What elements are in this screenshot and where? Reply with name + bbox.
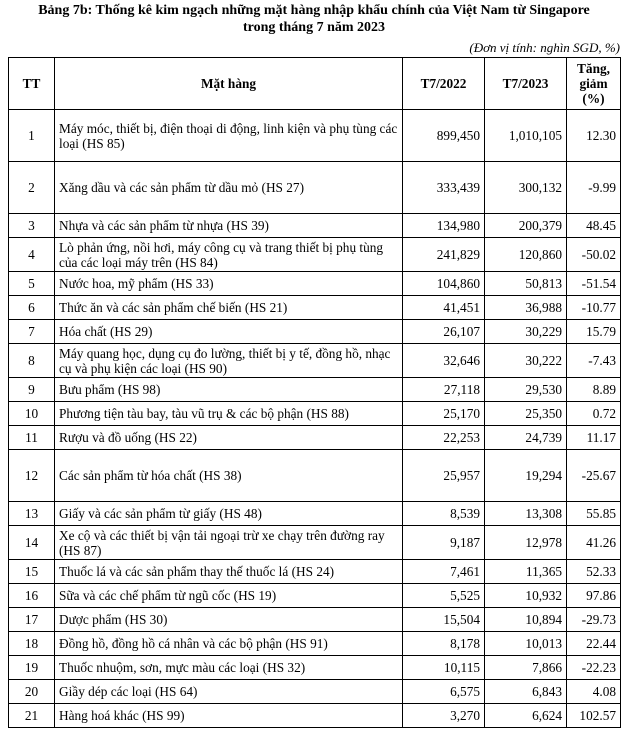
- header-t7-2023: T7/2023: [485, 58, 567, 110]
- cell-tt: 21: [9, 704, 55, 728]
- cell-t7-2022: 41,451: [403, 296, 485, 320]
- cell-t7-2022: 25,957: [403, 450, 485, 502]
- cell-tt: 13: [9, 502, 55, 526]
- cell-t7-2022: 25,170: [403, 402, 485, 426]
- cell-t7-2022: 6,575: [403, 680, 485, 704]
- cell-item: Xe cộ và các thiết bị vận tải ngoại trừ xe chạy trên đường ray (HS 87): [55, 526, 403, 560]
- cell-item: Rượu và đồ uống (HS 22): [55, 426, 403, 450]
- cell-t7-2023: 24,739: [485, 426, 567, 450]
- cell-t7-2022: 27,118: [403, 378, 485, 402]
- cell-tt: 8: [9, 344, 55, 378]
- cell-t7-2023: 29,530: [485, 378, 567, 402]
- cell-tt: 12: [9, 450, 55, 502]
- unit-note: (Đơn vị tính: nghìn SGD, %): [469, 40, 620, 55]
- cell-item: Nhựa và các sản phẩm từ nhựa (HS 39): [55, 214, 403, 238]
- cell-t7-2023: 25,350: [485, 402, 567, 426]
- cell-item: Máy móc, thiết bị, điện thoại di động, linh kiện và phụ tùng các loại (HS 85): [55, 110, 403, 162]
- cell-t7-2022: 104,860: [403, 272, 485, 296]
- cell-t7-2023: 7,866: [485, 656, 567, 680]
- cell-tt: 19: [9, 656, 55, 680]
- table-row: [9, 704, 621, 728]
- cell-item: Hàng hoá khác (HS 99): [55, 704, 403, 728]
- table-row: [9, 320, 621, 344]
- cell-t7-2023: 300,132: [485, 162, 567, 214]
- cell-item: Thức ăn và các sản phẩm chế biến (HS 21): [55, 296, 403, 320]
- cell-t7-2023: 6,843: [485, 680, 567, 704]
- cell-change: 22.44: [567, 632, 621, 656]
- table-row: [9, 584, 621, 608]
- cell-tt: 5: [9, 272, 55, 296]
- cell-t7-2023: 30,229: [485, 320, 567, 344]
- cell-change: 12.30: [567, 110, 621, 162]
- cell-change: -50.02: [567, 238, 621, 272]
- table-row: [9, 272, 621, 296]
- title-line-2: trong tháng 7 năm 2023: [242, 20, 386, 35]
- cell-t7-2023: 1,010,105: [485, 110, 567, 162]
- table-row: [9, 502, 621, 526]
- cell-t7-2023: 200,379: [485, 214, 567, 238]
- header-change: Tăng, giảm (%): [567, 58, 621, 110]
- cell-t7-2022: 10,115: [403, 656, 485, 680]
- header-item: Mặt hàng: [55, 58, 403, 110]
- cell-tt: 9: [9, 378, 55, 402]
- cell-tt: 16: [9, 584, 55, 608]
- cell-item: Hóa chất (HS 29): [55, 320, 403, 344]
- cell-change: 48.45: [567, 214, 621, 238]
- cell-change: 52.33: [567, 560, 621, 584]
- cell-tt: 2: [9, 162, 55, 214]
- table-row: [9, 656, 621, 680]
- cell-t7-2023: 120,860: [485, 238, 567, 272]
- cell-tt: 15: [9, 560, 55, 584]
- cell-change: -10.77: [567, 296, 621, 320]
- cell-change: 97.86: [567, 584, 621, 608]
- cell-item: Phương tiện tàu bay, tàu vũ trụ & các bộ phận (HS 88): [55, 402, 403, 426]
- cell-change: -29.73: [567, 608, 621, 632]
- cell-t7-2022: 7,461: [403, 560, 485, 584]
- table-body: [9, 110, 621, 728]
- cell-change: -7.43: [567, 344, 621, 378]
- header-tt: TT: [9, 58, 55, 110]
- cell-item: Thuốc nhuộm, sơn, mực màu các loại (HS 32): [55, 656, 403, 680]
- cell-item: Sữa và các chế phẩm từ ngũ cốc (HS 19): [55, 584, 403, 608]
- cell-t7-2023: 11,365: [485, 560, 567, 584]
- cell-t7-2022: 134,980: [403, 214, 485, 238]
- cell-item: Các sản phẩm từ hóa chất (HS 38): [55, 450, 403, 502]
- cell-tt: 14: [9, 526, 55, 560]
- header-row: [9, 58, 621, 110]
- table-row: [9, 632, 621, 656]
- cell-item: Nước hoa, mỹ phẩm (HS 33): [55, 272, 403, 296]
- cell-item: Bưu phẩm (HS 98): [55, 378, 403, 402]
- cell-change: 55.85: [567, 502, 621, 526]
- cell-change: 8.89: [567, 378, 621, 402]
- cell-t7-2023: 36,988: [485, 296, 567, 320]
- cell-item: Thuốc lá và các sản phẩm thay thế thuốc lá (HS 24): [55, 560, 403, 584]
- cell-t7-2022: 899,450: [403, 110, 485, 162]
- cell-tt: 18: [9, 632, 55, 656]
- cell-t7-2023: 30,222: [485, 344, 567, 378]
- cell-t7-2023: 19,294: [485, 450, 567, 502]
- table-row: [9, 402, 621, 426]
- cell-t7-2023: 10,932: [485, 584, 567, 608]
- cell-tt: 6: [9, 296, 55, 320]
- title-line-1: Bảng 7b: Thống kê kim ngạch những mặt hàng nhập khẩu chính của Việt Nam từ Singapore: [38, 3, 590, 18]
- cell-t7-2023: 6,624: [485, 704, 567, 728]
- cell-t7-2023: 10,894: [485, 608, 567, 632]
- header-t7-2022: T7/2022: [403, 58, 485, 110]
- cell-tt: 4: [9, 238, 55, 272]
- cell-change: 102.57: [567, 704, 621, 728]
- cell-tt: 17: [9, 608, 55, 632]
- cell-t7-2023: 13,308: [485, 502, 567, 526]
- cell-item: Giấy và các sản phẩm từ giấy (HS 48): [55, 502, 403, 526]
- cell-tt: 1: [9, 110, 55, 162]
- cell-t7-2022: 22,253: [403, 426, 485, 450]
- cell-tt: 3: [9, 214, 55, 238]
- cell-item: Dược phẩm (HS 30): [55, 608, 403, 632]
- cell-change: 0.72: [567, 402, 621, 426]
- cell-change: 4.08: [567, 680, 621, 704]
- cell-t7-2022: 3,270: [403, 704, 485, 728]
- table-row: [9, 344, 621, 378]
- cell-t7-2023: 50,813: [485, 272, 567, 296]
- cell-tt: 20: [9, 680, 55, 704]
- cell-item: Máy quang học, dụng cụ đo lường, thiết bị y tế, đồng hồ, nhạc cụ và phụ kiện các loại (HS 90): [55, 344, 403, 378]
- cell-tt: 7: [9, 320, 55, 344]
- cell-change: -9.99: [567, 162, 621, 214]
- cell-t7-2023: 12,978: [485, 526, 567, 560]
- cell-t7-2022: 32,646: [403, 344, 485, 378]
- table-row: [9, 162, 621, 214]
- table-title: [0, 2, 628, 36]
- table-row: [9, 110, 621, 162]
- table-row: [9, 378, 621, 402]
- cell-change: 15.79: [567, 320, 621, 344]
- table-row: [9, 296, 621, 320]
- table-row: [9, 560, 621, 584]
- table-row: [9, 238, 621, 272]
- cell-t7-2022: 8,178: [403, 632, 485, 656]
- table-row: [9, 450, 621, 502]
- cell-change: -22.23: [567, 656, 621, 680]
- cell-t7-2022: 26,107: [403, 320, 485, 344]
- cell-change: -51.54: [567, 272, 621, 296]
- cell-t7-2022: 5,525: [403, 584, 485, 608]
- table-row: [9, 680, 621, 704]
- table-row: [9, 426, 621, 450]
- import-table: [8, 57, 621, 728]
- cell-t7-2022: 241,829: [403, 238, 485, 272]
- cell-t7-2022: 15,504: [403, 608, 485, 632]
- cell-item: Xăng dầu và các sản phẩm từ dầu mỏ (HS 27): [55, 162, 403, 214]
- table-row: [9, 526, 621, 560]
- cell-t7-2023: 10,013: [485, 632, 567, 656]
- cell-change: -25.67: [567, 450, 621, 502]
- cell-item: Lò phản ứng, nồi hơi, máy công cụ và trang thiết bị phụ tùng của các loại máy trên (HS 84): [55, 238, 403, 272]
- cell-item: Đồng hồ, đồng hồ cá nhân và các bộ phận (HS 91): [55, 632, 403, 656]
- cell-t7-2022: 333,439: [403, 162, 485, 214]
- table-row: [9, 214, 621, 238]
- cell-change: 41.26: [567, 526, 621, 560]
- cell-t7-2022: 9,187: [403, 526, 485, 560]
- table-row: [9, 608, 621, 632]
- cell-tt: 10: [9, 402, 55, 426]
- cell-item: Giầy dép các loại (HS 64): [55, 680, 403, 704]
- cell-tt: 11: [9, 426, 55, 450]
- cell-change: 11.17: [567, 426, 621, 450]
- cell-t7-2022: 8,539: [403, 502, 485, 526]
